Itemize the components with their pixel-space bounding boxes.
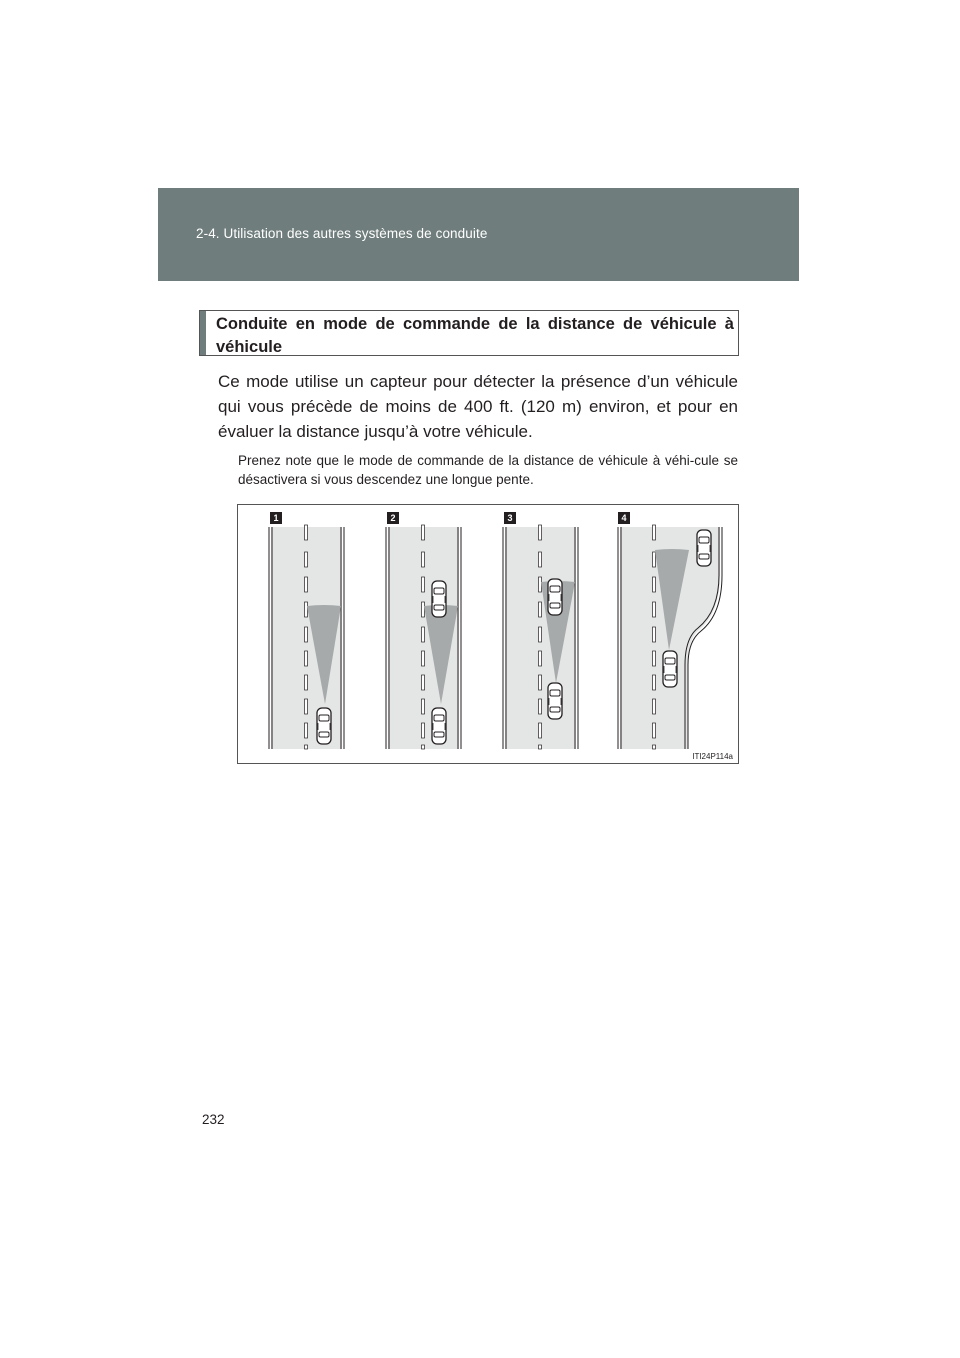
header-band — [158, 188, 799, 281]
note-paragraph: Prenez note que le mode de commande de la distance de véhicule à véhi-cule se désactivera si vous descendez une longue pente. — [238, 453, 738, 487]
figure-code: ITI24P114a — [692, 752, 733, 761]
panel-marker-1: 1 — [270, 512, 282, 524]
body-paragraph: Ce mode utilise un capteur pour détecter la présence d’un véhicule qui vous précède de moins de 400 ft. (120 m) environ, et pour en évaluer la distance jusqu’à votre véhicule. — [218, 372, 738, 441]
panel-1 — [269, 525, 344, 749]
panel-4 — [618, 525, 722, 749]
section-heading-box — [199, 310, 739, 356]
panel-2 — [386, 525, 461, 749]
panel-marker-3: 3 — [504, 512, 516, 524]
breadcrumb: 2-4. Utilisation des autres systèmes de conduite — [196, 226, 488, 241]
own-car-icon — [548, 683, 562, 719]
panel-marker-2: 2 — [387, 512, 399, 524]
own-car-icon — [432, 708, 446, 744]
own-car-icon — [663, 651, 677, 687]
section-title: Conduite en mode de commande de la distance de véhicule à véhicule — [216, 315, 734, 356]
lead-car-icon — [432, 581, 446, 617]
section-heading-bar — [200, 311, 206, 355]
radar-illustration-drawing — [238, 505, 738, 763]
own-car-icon — [317, 708, 331, 744]
panel-3 — [503, 525, 578, 749]
panel-marker-4: 4 — [618, 512, 630, 524]
radar-illustration — [237, 504, 739, 764]
lead-car-icon — [548, 579, 562, 615]
diverging-car-icon — [697, 530, 711, 566]
page-number: 232 — [202, 1112, 225, 1127]
